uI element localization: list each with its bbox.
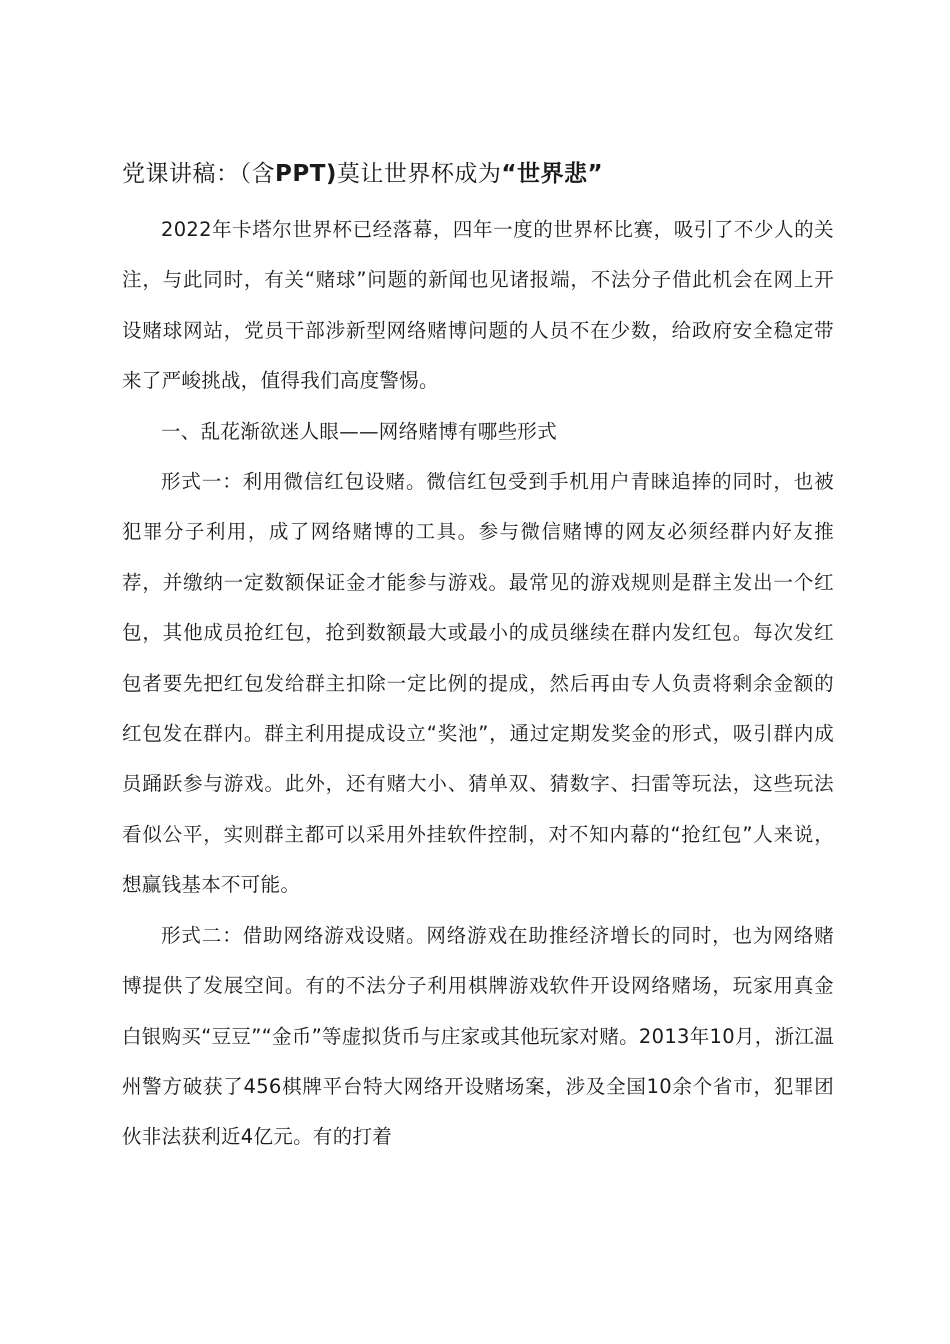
document-body <box>122 205 834 1163</box>
title-prefix: 党课讲稿：（含 <box>122 161 275 187</box>
title-quote: “世界悲” <box>501 161 604 187</box>
paragraph-form-two: 形式二：借助网络游戏设赌。网络游戏在助推经济增长的同时，也为网络赌博提供了发展空间。有的不法分子利用棋牌游戏软件开设网络赌场，玩家用真金白银购买“豆豆”“金币”等虚拟货币与庄家或其他玩家对赌。2013年10月，浙江温州警方破获了456棋牌平台特大网络开设赌场案，涉及全国10余个省市，犯罪团伙非法获利近4亿元。有的打着 <box>122 923 834 1149</box>
document-title <box>122 153 834 195</box>
document-content <box>122 153 834 1163</box>
title-main: 莫让世界杯成为 <box>336 161 502 187</box>
paragraph-intro: 2022年卡塔尔世界杯已经落幕，四年一度的世界杯比赛，吸引了不少人的关注，与此同时，有关“赌球”问题的新闻也见诸报端，不法分子借此机会在网上开设赌球网站，党员干部涉新型网络赌博问题的人员不在少数，给政府安全稳定带来了严峻挑战，值得我们高度警惕。 <box>122 218 834 393</box>
title-ppt: PPT) <box>275 161 337 187</box>
section-heading: 一、乱花渐欲迷人眼——网络赌博有哪些形式 <box>161 419 558 443</box>
paragraph-form-one: 形式一：利用微信红包设赌。微信红包受到手机用户青睐追捧的同时，也被犯罪分子利用，成了网络赌博的工具。参与微信赌博的网友必须经群内好友推荐，并缴纳一定数额保证金才能参与游戏。最常见的游戏规则是群主发出一个红包，其他成员抢红包，抢到数额最大或最小的成员继续在群内发红包。每次发红包者要先把红包发给群主扣除一定比例的提成，然后再由专人负责将剩余金额的红包发在群内。群主利用提成设立“奖池”，通过定期发奖金的形式，吸引群内成员踊跃参与游戏。此外，还有赌大小、猜单双、猜数字、扫雷等玩法，这些玩法看似公平，实则群主都可以采用外挂软件控制，对不知内幕的“抢红包”人来说，想赢钱基本不可能。 <box>122 470 834 897</box>
